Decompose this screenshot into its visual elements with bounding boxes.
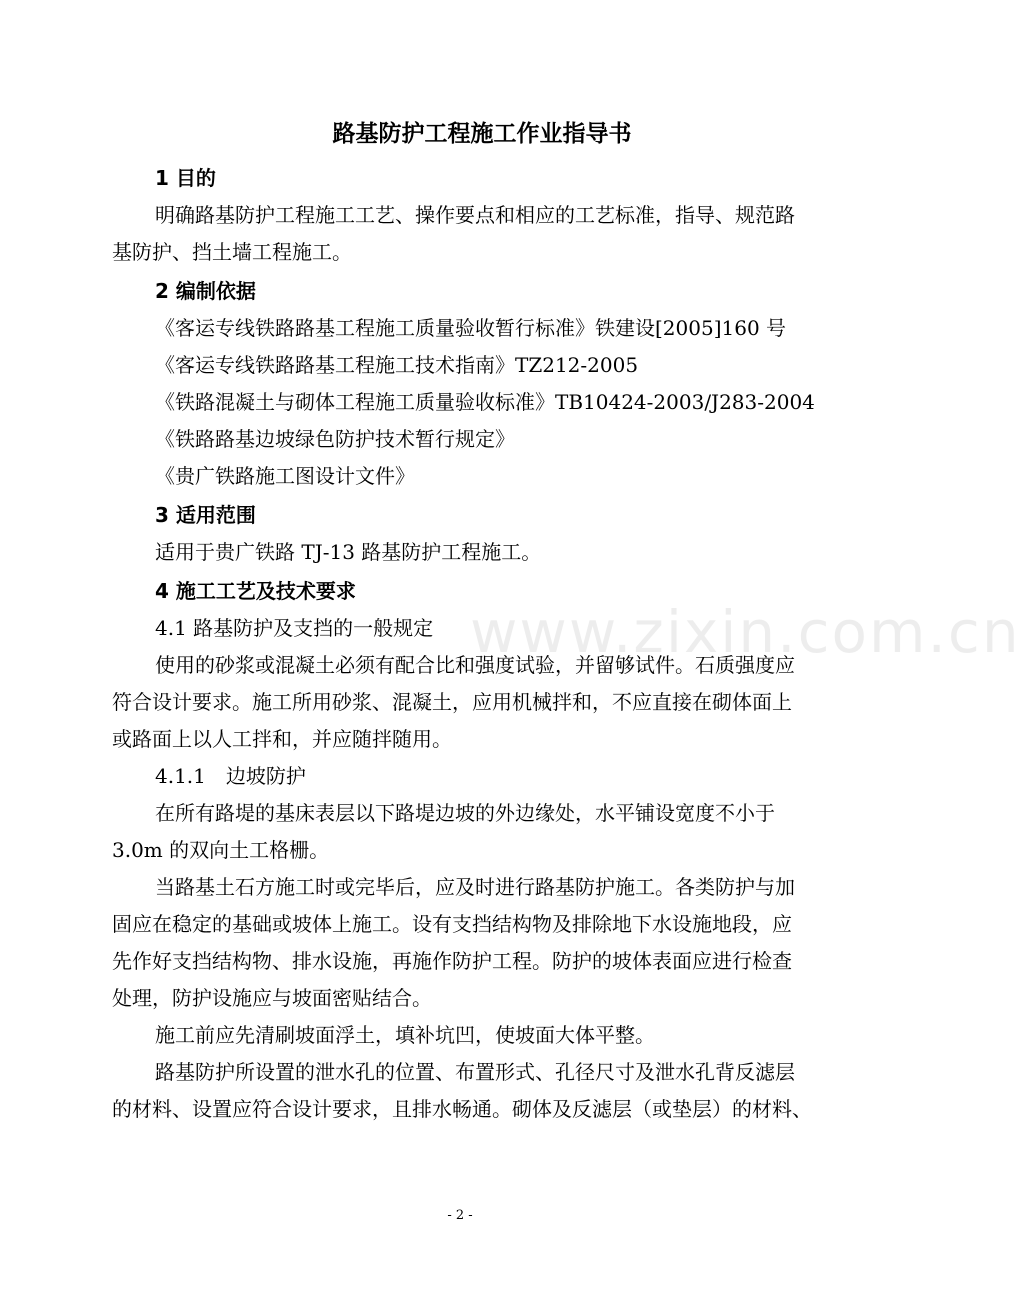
section-heading-scope: 3 适用范围 xyxy=(155,503,256,527)
paragraph-line: 在所有路堤的基床表层以下路堤边坡的外边缘处，水平铺设宽度不小于 xyxy=(155,801,775,825)
subsection-heading: 4.1 路基防护及支挡的一般规定 xyxy=(155,616,434,640)
paragraph-line: 施工前应先清刷坡面浮土，填补坑凹，使坡面大体平整。 xyxy=(155,1023,655,1047)
section-heading-basis: 2 编制依据 xyxy=(155,279,256,303)
paragraph-line: 使用的砂浆或混凝土必须有配合比和强度试验，并留够试件。石质强度应 xyxy=(155,653,795,677)
paragraph-line: 符合设计要求。施工所用砂浆、混凝土，应用机械拌和，不应直接在砌体面上 xyxy=(112,690,792,714)
paragraph-line: 的材料、设置应符合设计要求，且排水畅通。砌体及反滤层（或垫层）的材料、 xyxy=(112,1097,812,1121)
paragraph-line: 适用于贵广铁路 TJ-13 路基防护工程施工。 xyxy=(155,540,542,564)
reference-item: 《贵广铁路施工图设计文件》 xyxy=(155,464,415,488)
section-heading-process: 4 施工工艺及技术要求 xyxy=(155,579,356,603)
paragraph-line: 基防护、挡土墙工程施工。 xyxy=(112,240,352,264)
section-heading-purpose: 1 目的 xyxy=(155,166,216,190)
paragraph-line: 或路面上以人工拌和，并应随拌随用。 xyxy=(112,727,452,751)
watermark: www.zixin.com.cn xyxy=(470,598,1021,666)
paragraph-line: 先作好支挡结构物、排水设施，再施作防护工程。防护的坡体表面应进行检查 xyxy=(112,949,792,973)
document-body xyxy=(112,118,852,1128)
reference-item: 《客运专线铁路路基工程施工质量验收暂行标准》铁建设[2005]160 号 xyxy=(155,316,787,340)
reference-item: 《铁路路基边坡绿色防护技术暂行规定》 xyxy=(155,427,515,451)
paragraph-line: 3.0m 的双向土工格栅。 xyxy=(112,838,330,862)
reference-item: 《铁路混凝土与砌体工程施工质量验收标准》TB10424-2003/J283-2004 xyxy=(155,390,815,414)
paragraph-line: 路基防护所设置的泄水孔的位置、布置形式、孔径尺寸及泄水孔背反滤层 xyxy=(155,1060,795,1084)
paragraph-line: 当路基土石方施工时或完毕后，应及时进行路基防护施工。各类防护与加 xyxy=(155,875,795,899)
reference-item: 《客运专线铁路路基工程施工技术指南》TZ212-2005 xyxy=(155,353,639,377)
subsection-heading: 4.1.1 边坡防护 xyxy=(155,764,306,788)
paragraph-line: 明确路基防护工程施工工艺、操作要点和相应的工艺标准，指导、规范路 xyxy=(155,203,795,227)
paragraph-line: 处理，防护设施应与坡面密贴结合。 xyxy=(112,986,432,1010)
paragraph-line: 固应在稳定的基础或坡体上施工。设有支挡结构物及排除地下水设施地段，应 xyxy=(112,912,792,936)
document-title: 路基防护工程施工作业指导书 xyxy=(332,121,632,147)
page-number: - 2 - xyxy=(447,1208,473,1223)
